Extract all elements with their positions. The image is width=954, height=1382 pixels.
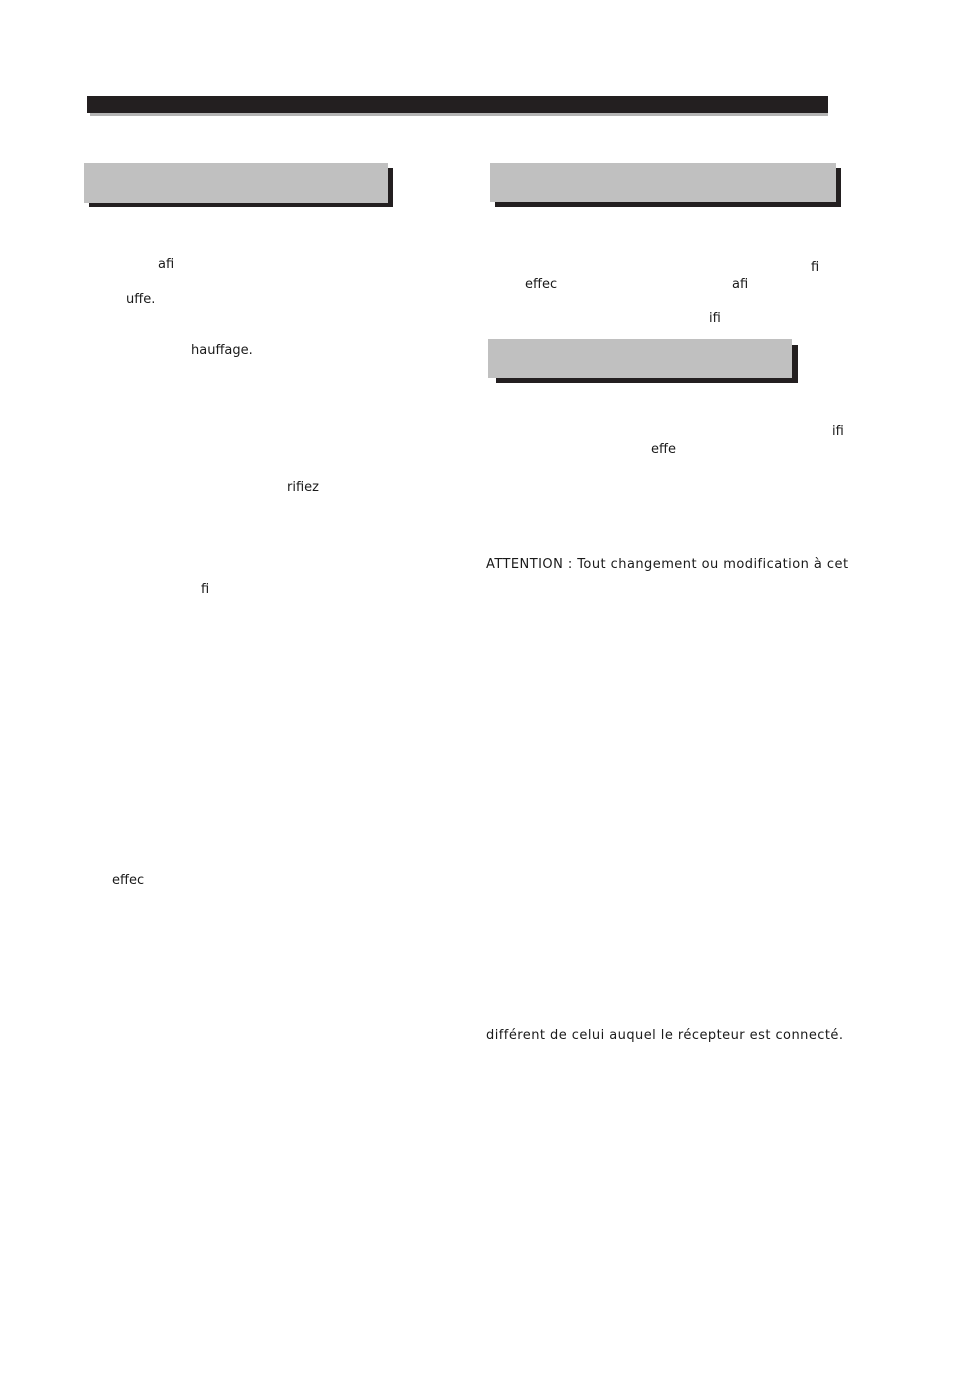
left-fragment-3: hauffage. <box>191 343 253 358</box>
closing-notice: différent de celui auquel le récepteur est connecté. <box>486 1028 844 1043</box>
left-fragment-1: afi <box>158 257 175 272</box>
left-fragment-2: uffe. <box>126 292 156 307</box>
right-heading-box-1 <box>490 163 836 202</box>
attention-notice: ATTENTION : Tout changement ou modification à cet <box>486 557 849 572</box>
right-fragment-5: ifi <box>832 424 844 439</box>
right-fragment-6: effe <box>651 442 676 457</box>
right-fragment-2: effec <box>525 277 558 292</box>
right-heading-box-2 <box>488 339 792 378</box>
left-fragment-4: rifiez <box>287 480 319 495</box>
right-fragment-4: ifi <box>709 311 721 326</box>
header-rule-shadow <box>90 113 828 116</box>
left-fragment-6: effec <box>112 873 145 888</box>
left-fragment-5: fi <box>201 582 210 597</box>
right-fragment-3: afi <box>732 277 749 292</box>
header-rule <box>87 96 828 113</box>
right-fragment-1: fi <box>811 260 820 275</box>
left-heading-box <box>84 163 388 203</box>
